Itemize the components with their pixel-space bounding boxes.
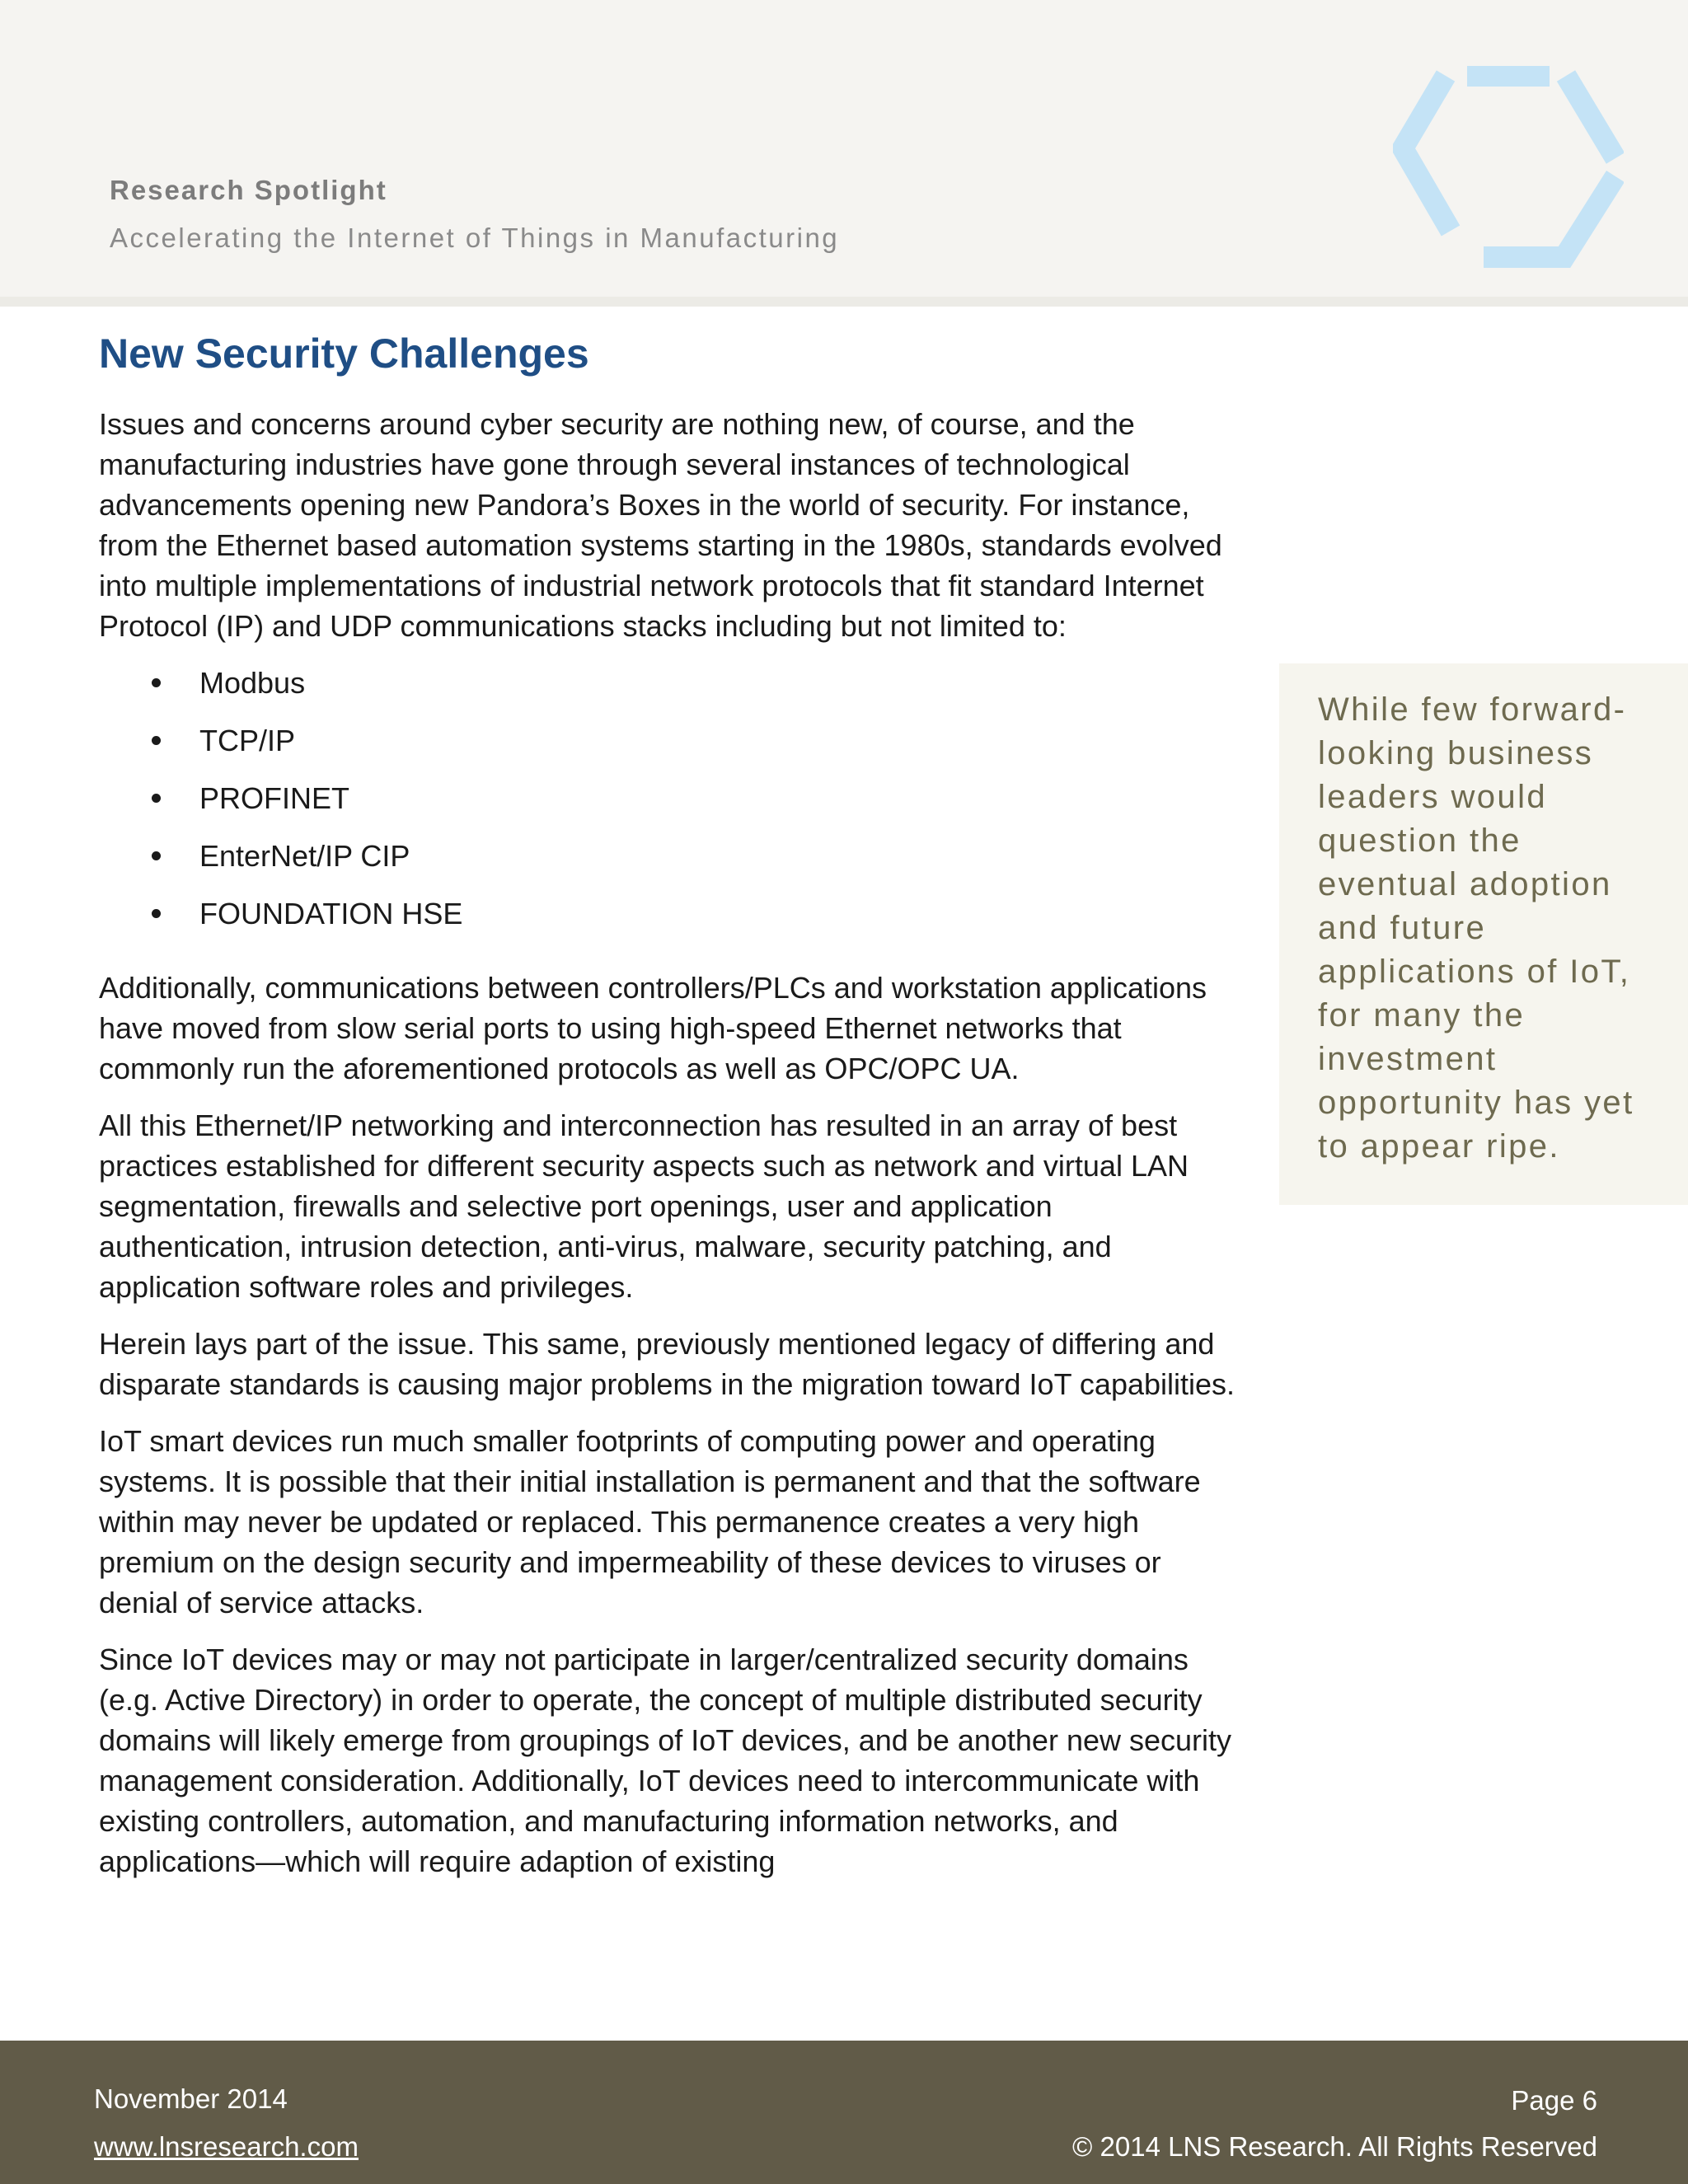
page-footer bbox=[0, 2041, 1688, 2184]
list-item bbox=[99, 836, 1236, 893]
copyright-notice: © 2014 LNS Research. All Rights Reserved bbox=[1072, 2131, 1597, 2162]
website-link[interactable]: www.lnsresearch.com bbox=[94, 2131, 359, 2162]
report-subtitle: Accelerating the Internet of Things in Manufacturing bbox=[110, 223, 840, 253]
article-body bbox=[99, 404, 1236, 1898]
protocol-list bbox=[99, 663, 1236, 951]
section-title: New Security Challenges bbox=[99, 330, 589, 377]
body-paragraph: Since IoT devices may or may not participate in larger/centralized security domains (e.g. Active Directory) in order to operate, the concept of multiple distributed security domains will likely emerge from groupings of IoT devices, and be another new security management consideration. Additionally, IoT devices need to intercommunicate with existing controllers, automation, and manufacturing information networks, and applications—which will require adaption of existing bbox=[99, 1643, 1232, 1878]
list-item-label: TCP/IP bbox=[199, 724, 296, 757]
bullet-icon bbox=[152, 909, 161, 918]
list-item bbox=[99, 778, 1236, 836]
report-series-label: Research Spotlight bbox=[110, 175, 387, 205]
hexagon-logo-icon bbox=[1393, 66, 1624, 272]
intro-paragraph: Issues and concerns around cyber security are nothing new, of course, and the manufacturing industries have gone through several instances of technological advancements opening new Pandora’s Boxes in the world of security. For instance, from the Ethernet based automation systems starting in the 1980s, standards evolved into multiple implementations of industrial network protocols that fit standard Internet Protocol (IP) and UDP communications stacks including but not limited to: bbox=[99, 407, 1222, 643]
page-header bbox=[0, 0, 1688, 307]
list-item bbox=[99, 663, 1236, 720]
footer-date: November 2014 bbox=[94, 2083, 288, 2114]
page-number: Page 6 bbox=[1511, 2085, 1597, 2116]
body-paragraph: Additionally, communications between controllers/PLCs and workstation applications have moved from slow serial ports to using high-speed Ethernet networks that commonly run the aforementioned protocols as well as OPC/OPC UA. bbox=[99, 971, 1207, 1085]
pull-quote-text: While few forward-looking business leaders would question the eventual adoption and future applications of IoT, for many the investment opportunity has yet to appear ripe. bbox=[1318, 691, 1634, 1165]
bullet-icon bbox=[152, 678, 161, 687]
pull-quote-box bbox=[1279, 663, 1688, 1205]
body-paragraph: Herein lays part of the issue. This same, previously mentioned legacy of differing and disparate standards is causing major problems in the migration toward IoT capabilities. bbox=[99, 1327, 1236, 1401]
list-item bbox=[99, 720, 1236, 778]
body-paragraph: All this Ethernet/IP networking and interconnection has resulted in an array of best practices established for different security aspects such as network and virtual LAN segmentation, firewalls and selective port openings, user and application authentication, intrusion detection, anti-virus, malware, security patching, and application software roles and privileges. bbox=[99, 1108, 1189, 1304]
list-item-label: FOUNDATION HSE bbox=[199, 897, 463, 930]
bullet-icon bbox=[152, 851, 161, 860]
list-item-label: EnterNet/IP CIP bbox=[199, 839, 410, 873]
list-item bbox=[99, 893, 1236, 951]
list-item-label: PROFINET bbox=[199, 781, 350, 815]
list-item-label: Modbus bbox=[199, 666, 306, 700]
body-paragraph: IoT smart devices run much smaller footprints of computing power and operating systems. It is possible that their initial installation is permanent and that the software within may never be updated or replaced. This permanence creates a very high premium on the design security and impermeability of these devices to viruses or denial of service attacks. bbox=[99, 1424, 1201, 1619]
bullet-icon bbox=[152, 736, 161, 745]
bullet-icon bbox=[152, 794, 161, 803]
